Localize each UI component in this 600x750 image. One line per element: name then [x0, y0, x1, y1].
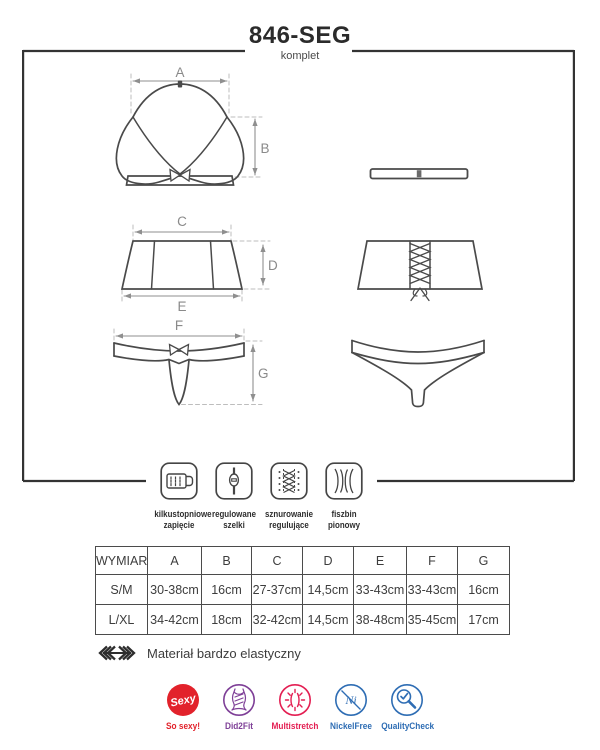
feature-label: regulowane szelki — [211, 509, 256, 530]
feature-label: sznurowanie regulujące — [265, 509, 313, 530]
badge-row — [155, 683, 435, 731]
table-cell: 33-43cm — [354, 575, 407, 605]
dimension-label-a: A — [175, 65, 185, 80]
panties-front-drawing — [114, 318, 269, 405]
dimension-label-g: G — [258, 366, 269, 381]
badge-label: So sexy! — [165, 721, 201, 731]
dimension-label-c: C — [177, 214, 187, 229]
dimension-label-b: B — [260, 141, 270, 156]
size-label: S/M — [96, 575, 148, 605]
table-row — [96, 605, 510, 635]
diagram-frame — [23, 50, 574, 481]
table-header: G — [458, 547, 510, 575]
dimension-label-f: F — [174, 318, 184, 333]
table-header: E — [354, 547, 407, 575]
material-note — [95, 645, 301, 661]
table-cell: 14,5cm — [303, 575, 354, 605]
bra-back-band-drawing — [371, 169, 468, 179]
badge-label: Did2Fit — [224, 721, 254, 731]
badge-label: NickelFree — [330, 721, 372, 731]
table-cell: 14,5cm — [303, 605, 354, 635]
feature-adjusting-lacing — [261, 462, 317, 531]
badge-nickel-free — [323, 683, 379, 731]
product-subtitle: komplet — [280, 50, 320, 62]
table-cell: 33-43cm — [407, 575, 458, 605]
svg-text:Ni: Ni — [345, 693, 357, 707]
feature-adjustable-straps — [206, 462, 262, 531]
stretch-arrows-icon — [95, 645, 139, 661]
table-cell: 32-42cm — [252, 605, 303, 635]
bra-front-drawing — [116, 65, 269, 185]
table-cell: 16cm — [458, 575, 510, 605]
lacing-icon — [270, 462, 308, 500]
badge-label: QualityCheck — [381, 721, 435, 731]
badge-quality-check — [379, 683, 435, 731]
table-cell: 27-37cm — [252, 575, 303, 605]
badge-label: Multistretch — [271, 721, 319, 731]
size-label: L/XL — [96, 605, 148, 635]
adjustable-straps-icon — [215, 462, 253, 500]
table-cell: 16cm — [202, 575, 252, 605]
did2fit-icon — [222, 683, 256, 717]
table-header: C — [252, 547, 303, 575]
table-header: F — [407, 547, 458, 575]
belt-front-drawing — [122, 214, 278, 314]
svg-text:Sexy: Sexy — [169, 692, 198, 710]
feature-vertical-boning — [316, 462, 372, 531]
hook-eye-closure-icon — [160, 462, 198, 500]
table-header: B — [202, 547, 252, 575]
badge-so-sexy — [155, 683, 211, 731]
table-cell: 18cm — [202, 605, 252, 635]
nickel-free-icon — [334, 683, 368, 717]
multistretch-icon — [278, 683, 312, 717]
panties-back-drawing — [352, 341, 484, 407]
table-cell: 34-42cm — [148, 605, 202, 635]
table-cell: 30-38cm — [148, 575, 202, 605]
table-header: WYMIAR — [96, 547, 148, 575]
size-table — [95, 546, 510, 635]
dimension-label-d: D — [268, 258, 278, 273]
belt-back-drawing — [358, 241, 482, 301]
table-header-row — [96, 547, 510, 575]
feature-multi-step-closure — [151, 462, 212, 531]
product-code: 846-SEG — [248, 22, 352, 49]
badge-multistretch — [267, 683, 323, 731]
table-cell: 17cm — [458, 605, 510, 635]
table-header: D — [303, 547, 354, 575]
table-cell: 35-45cm — [407, 605, 458, 635]
table-row — [96, 575, 510, 605]
material-note-text: Materiał bardzo elastyczny — [147, 645, 301, 661]
dimension-label-e: E — [177, 299, 187, 314]
so-sexy-icon — [166, 683, 200, 717]
feature-label: kilkustopniowe zapięcie — [154, 509, 212, 530]
badge-did2fit — [211, 683, 267, 731]
table-cell: 38-48cm — [354, 605, 407, 635]
vertical-boning-icon — [325, 462, 363, 500]
feature-label: fiszbin pionowy — [327, 509, 361, 530]
quality-check-icon — [390, 683, 424, 717]
table-header: A — [148, 547, 202, 575]
